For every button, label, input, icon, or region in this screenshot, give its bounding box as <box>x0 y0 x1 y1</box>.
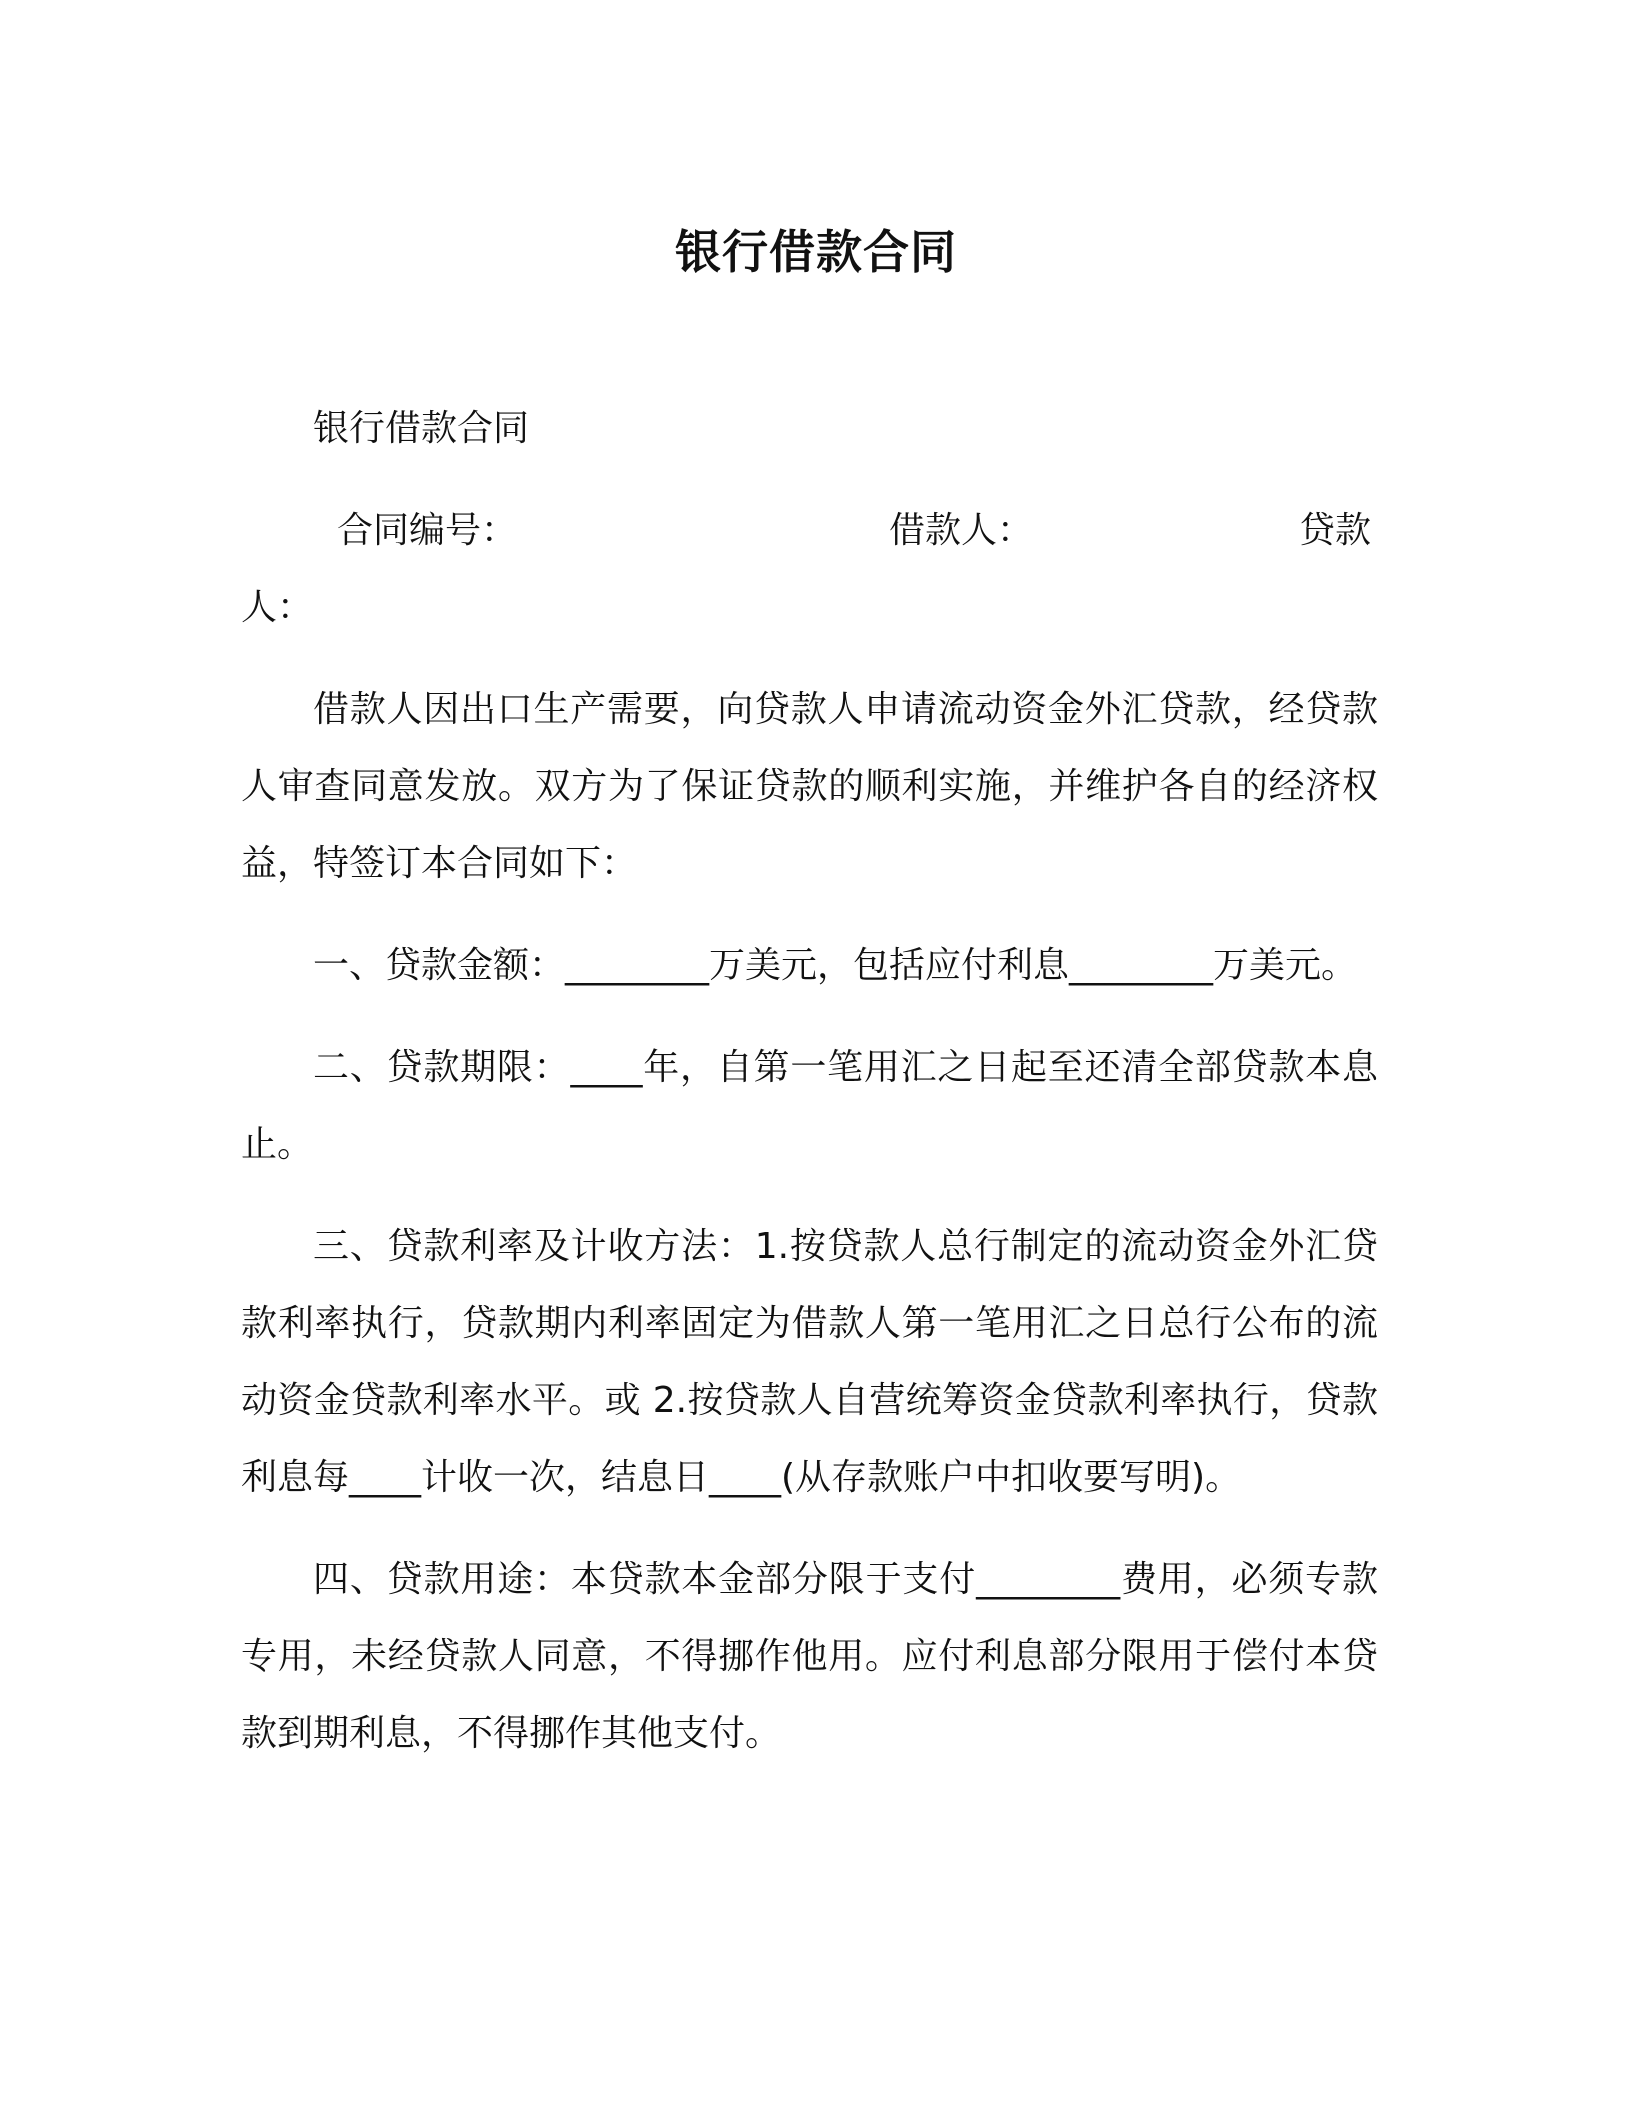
borrower-label: 借款人： <box>889 510 1034 551</box>
contract-header <box>241 492 1378 646</box>
document-subtitle: 银行借款合同 <box>313 408 530 449</box>
paragraph-interest-rate: 三、贷款利率及计收方法：1.按贷款人总行制定的流动资金外汇贷款利率执行，贷款期内利率固定为借款人第一笔用汇之日总行公布的流动资金贷款利率水平。或 2.按贷款人自营统筹资金贷款利率执行，贷款利息每____计收一次，结息日____(从存款账户中扣收要写明)。 <box>241 1226 1378 1498</box>
document-title: 银行借款合同 <box>675 225 957 279</box>
contract-number-label: 合同编号： <box>337 510 518 551</box>
lender-label-part2: 人： <box>241 587 314 628</box>
paragraph-loan-term: 二、贷款期限：____年，自第一笔用汇之日起至还清全部贷款本息止。 <box>241 1047 1378 1165</box>
document-body <box>241 390 1378 1772</box>
paragraph-intro: 借款人因出口生产需要，向贷款人申请流动资金外汇贷款，经贷款人审查同意发放。双方为了保证贷款的顺利实施，并维护各自的经济权益，特签订本合同如下： <box>241 689 1378 884</box>
lender-label-part1: 贷款 <box>1299 510 1372 551</box>
paragraph-loan-purpose: 四、贷款用途：本贷款本金部分限于支付________费用，必须专款专用，未经贷款人同意，不得挪作他用。应付利息部分限用于偿付本贷款到期利息，不得挪作其他支付。 <box>241 1559 1378 1754</box>
paragraph-loan-amount: 一、贷款金额：________万美元，包括应付利息________万美元。 <box>313 945 1358 986</box>
